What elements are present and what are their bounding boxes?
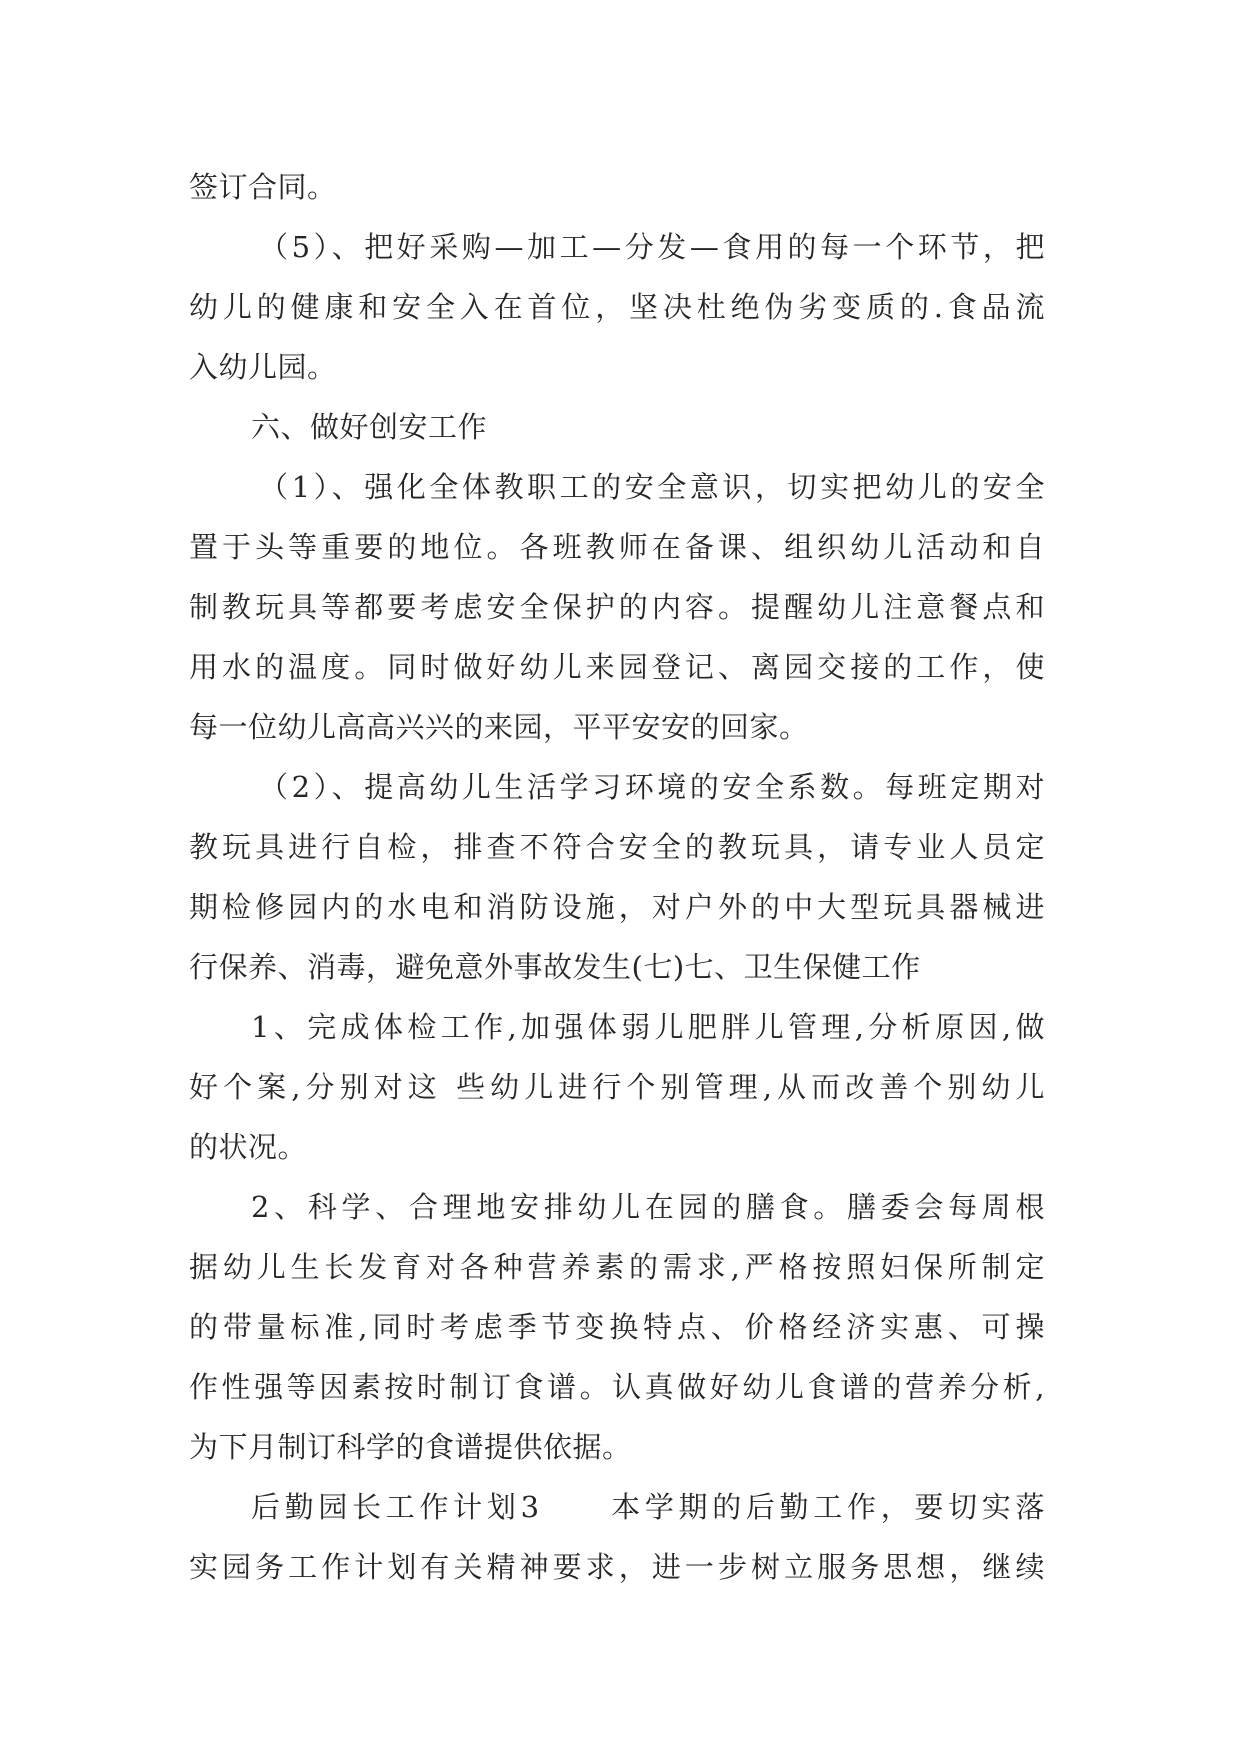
text-line: 2、科学、合理地安排幼儿在园的膳食。膳委会每周根 <box>251 1190 1045 1224</box>
text-line: 1、完成体检工作,加强体弱儿肥胖儿管理,分析原因,做 <box>251 1010 1045 1044</box>
text-line: 后勤园长工作计划3 本学期的后勤工作，要切实落 <box>251 1490 1045 1524</box>
text-line: 幼儿的健康和安全入在首位，坚决杜绝伪劣变质的.食品流 <box>189 290 1045 324</box>
text-line: 好个案,分别对这 些幼儿进行个别管理,从而改善个别幼儿 <box>189 1070 1045 1104</box>
text-line: 据幼儿生长发育对各种营养素的需求,严格按照妇保所制定 <box>189 1250 1045 1284</box>
text-line: 行保养、消毒，避免意外事故发生(七)七、卫生保健工作 <box>189 950 921 984</box>
text-line: 的带量标准,同时考虑季节变换特点、价格经济实惠、可操 <box>189 1310 1045 1344</box>
text-line: （2）、提高幼儿生活学习环境的安全系数。每班定期对 <box>259 770 1045 804</box>
text-line: 制教玩具等都要考虑安全保护的内容。提醒幼儿注意餐点和 <box>189 590 1045 624</box>
text-line: 期检修园内的水电和消防设施，对户外的中大型玩具器械进 <box>189 890 1045 924</box>
section-heading: 六、做好创安工作 <box>251 410 488 444</box>
text-line: 每一位幼儿高高兴兴的来园，平平安安的回家。 <box>189 710 809 744</box>
text-line: 实园务工作计划有关精神要求，进一步树立服务思想，继续 <box>189 1550 1045 1584</box>
text-line: 为下月制订科学的食谱提供依据。 <box>189 1430 632 1464</box>
text-line: 的状况。 <box>189 1130 308 1164</box>
text-line: （1）、强化全体教职工的安全意识，切实把幼儿的安全 <box>259 470 1045 504</box>
text-line: 置于头等重要的地位。各班教师在备课、组织幼儿活动和自 <box>189 530 1045 564</box>
document-body <box>189 157 1045 1597</box>
text-line: 作性强等因素按时制订食谱。认真做好幼儿食谱的营养分析, <box>189 1370 1045 1404</box>
text-line: 入幼儿园。 <box>189 350 337 384</box>
text-line: 签订合同。 <box>189 170 337 204</box>
text-line: （5）、把好采购—加工—分发—食用的每一个环节，把 <box>259 230 1045 264</box>
text-line: 用水的温度。同时做好幼儿来园登记、离园交接的工作，使 <box>189 650 1045 684</box>
text-line: 教玩具进行自检，排查不符合安全的教玩具，请专业人员定 <box>189 830 1045 864</box>
